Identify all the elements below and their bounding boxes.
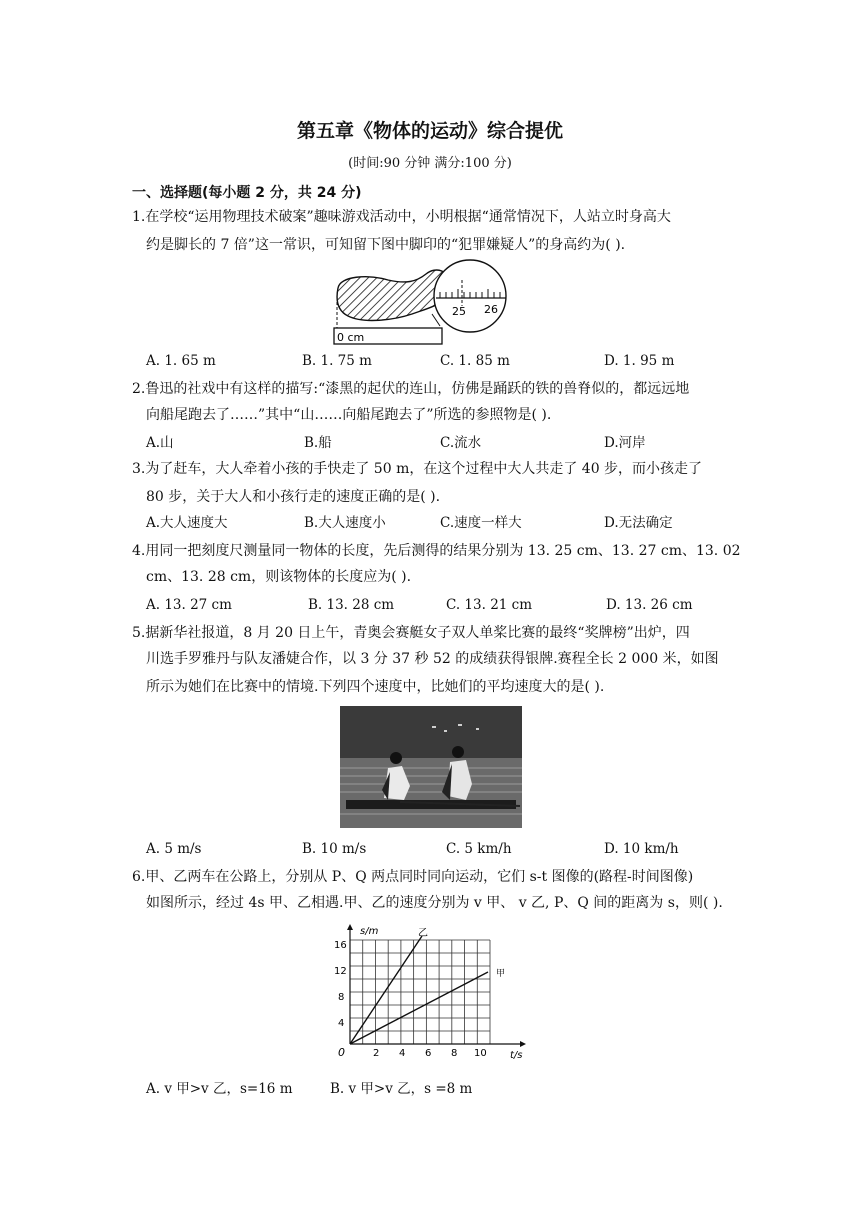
y-tick-4: 4	[338, 1018, 345, 1029]
question-6-line-2: 如图所示，经过 4s 甲、乙相遇.甲、乙的速度分别为 v 甲、 v 乙, P、Q 间的距离为 s，则( ).	[146, 895, 723, 911]
q4-option-b[interactable]: B. 13. 28 cm	[308, 597, 395, 613]
st-graph	[320, 922, 540, 1062]
x-tick-8: 8	[451, 1048, 458, 1059]
rowing-photo	[340, 706, 522, 828]
q5-option-a[interactable]: A. 5 m/s	[146, 841, 202, 857]
q5-option-d[interactable]: D. 10 km/h	[604, 841, 679, 857]
footprint-figure	[328, 258, 518, 350]
q3-option-d[interactable]: D.无法确定	[604, 515, 673, 531]
q2-option-d[interactable]: D.河岸	[604, 435, 646, 451]
question-4-line-1: 4.用同一把刻度尺测量同一物体的长度，先后测得的结果分别为 13. 25 cm、13. 27 cm、13. 02	[132, 543, 741, 559]
line-jia	[350, 972, 488, 1044]
question-3-line-1: 3.为了赶车，大人牵着小孩的手快走了 50 m，在这个过程中大人共走了 40 步，而小孩走了	[132, 461, 703, 477]
q4-option-c[interactable]: C. 13. 21 cm	[446, 597, 533, 613]
ruler-zero-label: 0 cm	[337, 331, 365, 344]
q6-option-a[interactable]: A. v 甲>v 乙，s=16 m	[146, 1081, 293, 1097]
q5-option-c[interactable]: C. 5 km/h	[446, 841, 512, 857]
question-5-line-2: 川选手罗雅丹与队友潘婕合作，以 3 分 37 秒 52 的成绩获得银牌.赛程全长 2 000 米，如图	[146, 651, 719, 667]
x-tick-2: 2	[373, 1048, 380, 1059]
q1-option-c[interactable]: C. 1. 85 m	[440, 353, 510, 369]
question-3-line-2: 80 步，关于大人和小孩行走的速度正确的是( ).	[146, 489, 441, 505]
y-axis-label: s/m	[360, 926, 379, 937]
question-2-line-1: 2.鲁迅的社戏中有这样的描写:“漆黑的起伏的连山，仿佛是踊跃的铁的兽脊似的，都远远地	[132, 381, 690, 397]
footprint-shape	[337, 270, 450, 320]
q1-option-b[interactable]: B. 1. 75 m	[302, 353, 372, 369]
question-1-line-1: 1.在学校“运用物理技术破案”趣味游戏活动中，小明根据“通常情况下，人站立时身高大	[132, 209, 671, 225]
q2-option-c[interactable]: C.流水	[440, 435, 482, 451]
question-1-line-2: 约是脚长的 7 倍”这一常识，可知留下图中脚印的“犯罪嫌疑人”的身高约为( ).	[146, 237, 626, 253]
q1-option-a[interactable]: A. 1. 65 m	[146, 353, 216, 369]
question-2-line-2: 向船尾跑去了……”其中“山……向船尾跑去了”所选的参照物是( ).	[146, 407, 552, 423]
q4-option-a[interactable]: A. 13. 27 cm	[146, 597, 232, 613]
line-jia-label: 甲	[496, 969, 506, 979]
q2-option-b[interactable]: B.船	[304, 435, 332, 451]
origin-label: 0	[338, 1046, 345, 1059]
q1-option-d[interactable]: D. 1. 95 m	[604, 353, 675, 369]
tick-25-label: 25	[452, 305, 466, 318]
line-yi	[350, 936, 422, 1044]
q3-option-b[interactable]: B.大人速度小	[304, 515, 386, 531]
x-tick-4: 4	[399, 1048, 406, 1059]
question-5-line-3: 所示为她们在比赛中的情境.下列四个速度中，比她们的平均速度大的是( ).	[146, 679, 605, 695]
q6-option-b[interactable]: B. v 甲>v 乙，s =8 m	[330, 1081, 473, 1097]
y-tick-8: 8	[338, 992, 345, 1003]
q5-option-b[interactable]: B. 10 m/s	[302, 841, 367, 857]
question-5-line-1: 5.据新华社报道，8 月 20 日上午，青奥会赛艇女子双人单桨比赛的最终“奖牌榜”出炉，四	[132, 625, 690, 641]
question-4-line-2: cm、13. 28 cm，则该物体的长度应为( ).	[146, 569, 412, 585]
q3-option-c[interactable]: C.速度一样大	[440, 515, 522, 531]
exam-info: (时间:90 分钟 满分:100 分)	[348, 156, 512, 171]
q4-option-d[interactable]: D. 13. 26 cm	[606, 597, 693, 613]
section-heading: 一、选择题(每小题 2 分，共 24 分)	[132, 185, 362, 201]
q2-option-a[interactable]: A.山	[146, 435, 174, 451]
x-tick-10: 10	[474, 1048, 487, 1059]
q3-option-a[interactable]: A.大人速度大	[146, 515, 228, 531]
y-tick-16: 16	[334, 940, 347, 951]
page-title: 第五章《物体的运动》综合提优	[296, 120, 563, 142]
x-axis-label: t/s	[510, 1050, 523, 1061]
line-yi-label: 乙	[418, 928, 428, 939]
tick-26-label: 26	[484, 303, 498, 316]
question-6-line-1: 6.甲、乙两车在公路上，分别从 P、Q 两点同时同向运动，它们 s-t 图像的(路程-时间图像)	[132, 869, 694, 885]
x-tick-6: 6	[425, 1048, 432, 1059]
y-tick-12: 12	[334, 966, 347, 977]
